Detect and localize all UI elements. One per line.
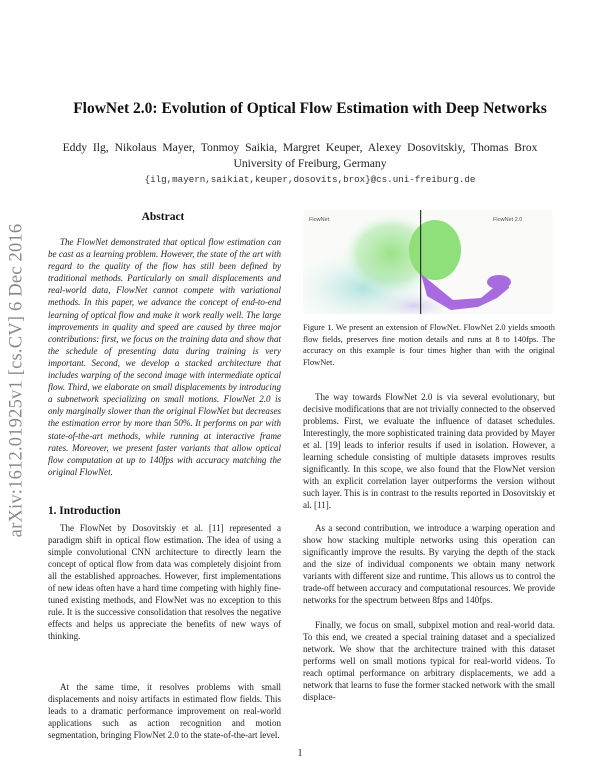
figure-label-flownet2: FlowNet 2.0 xyxy=(493,217,523,223)
page-number: 1 xyxy=(297,748,303,759)
body-paragraph: The way towards FlowNet 2.0 is via several evolutionary, but decisive modifications that are not trivially connected to the observed problems. First, we evaluate the influence of dataset schedules. Interestingly, the more sophisticated training data provided by Mayer et al. [19] leads to inferior results if used in isolation. However, a learning schedule consisting of multiple datasets improves results significantly. In this scope, we also found that the FlowNet version with an explicit correlation layer outperforms the version without such layer. This is in contrast to the results reported in Dosovitskiy et al. [11]. xyxy=(303,392,555,511)
figure-caption: Figure 1. We present an extension of FlowNet. FlowNet 2.0 yields smooth flow fields, preserves fine motion details and runs at 8 to 140fps. The accuracy on this example is four times higher than with the original FlowNet. xyxy=(303,323,555,367)
intro-paragraph: The FlowNet by Dosovitskiy et al. [11] represented a paradigm shift in optical flow estimation. The idea of using a simple convolutional CNN architecture to directly learn the concept of optical flow from data was completely disjoint from all the established approaches. However, first implementations of new ideas often have a hard time competing with highly fine-tuned existing methods, and FlowNet was no exception to this rule. It is the successive consolidation that resolves the negative effects and helps us appreciate the benefits of new ways of thinking. xyxy=(48,523,281,642)
abstract-text: The FlowNet demonstrated that optical flow estimation can be cast as a learning problem. However, the state of the art with regard to the quality of the flow has still been defined by traditional methods. Particularly on small displacements and real-world data, FlowNet cannot compete with variational methods. In this paper, we advance the concept of end-to-end learning of optical flow and make it work really well. The large improvements in quality and speed are caused by three major contributions: first, we focus on the training data and show that the schedule of presenting data during training is very important. Second, we develop a stacked architecture that includes warping of the second image with intermediate optical flow. Third, we elaborate on small displacements by introducing a subnetwork specializing on small motions. FlowNet 2.0 is only marginally slower than the original FlowNet but decreases the estimation error by more than 50%. It performs on par with state-of-the-art methods, while running at interactive frame rates. Moreover, we present faster variants that allow optical flow computation at up to 140fps with accuracy matching the original FlowNet. xyxy=(48,237,281,477)
arxiv-stamp xyxy=(2,210,32,550)
body-paragraph: As a second contribution, we introduce a warping operation and show how stacking multiple networks using this operation can significantly improve the results. By varying the depth of the stack and the size of individual components we obtain many network variants with different size and runtime. This allows us to control the trade-off between accuracy and computational resources. We provide networks for the spectrum between 8fps and 140fps. xyxy=(303,523,555,606)
abstract-heading: Abstract xyxy=(141,211,185,223)
intro-paragraph: At the same time, it resolves problems with small displacements and noisy artifacts in estimated flow fields. This leads to a dramatic performance improvement on real-world applications such as action recognition and motion segmentation, bringing FlowNet 2.0 to the state-of-the-art level. xyxy=(48,682,281,741)
arxiv-id-text: arXiv:1612.01925v1 [cs.CV] 6 Dec 2016 xyxy=(6,223,27,537)
paper-title: FlowNet 2.0: Evolution of Optical Flow Estimation with Deep Networks xyxy=(73,100,547,117)
teaser-figure xyxy=(303,210,553,314)
introduction-heading: 1. Introduction xyxy=(48,505,121,517)
flow-field-visualization xyxy=(303,210,553,314)
author-list: Eddy Ilg, Nikolaus Mayer, Tonmoy Saikia, Margret Keuper, Alexey Dosovitskiy, Thomas Brox xyxy=(62,141,538,154)
author-emails: {ilg,mayern,saikiat,keuper,dosovits,brox}@cs.uni-freiburg.de xyxy=(144,174,476,185)
figure-divider xyxy=(420,210,421,314)
body-paragraph: Finally, we focus on small, subpixel motion and real-world data. To this end, we created a special training dataset and a specialized network. We show that the architecture trained with this dataset performs well on small motions typical for real-world videos. To reach optimal performance on arbitrary displacements, we add a network that learns to fuse the former stacked network with the small displace- xyxy=(303,620,555,703)
figure-label-flownet: FlowNet xyxy=(309,217,330,223)
affiliation: University of Freiburg, Germany xyxy=(233,157,387,170)
flow-blob-green xyxy=(409,220,461,280)
flow-hand-purple xyxy=(487,275,511,289)
